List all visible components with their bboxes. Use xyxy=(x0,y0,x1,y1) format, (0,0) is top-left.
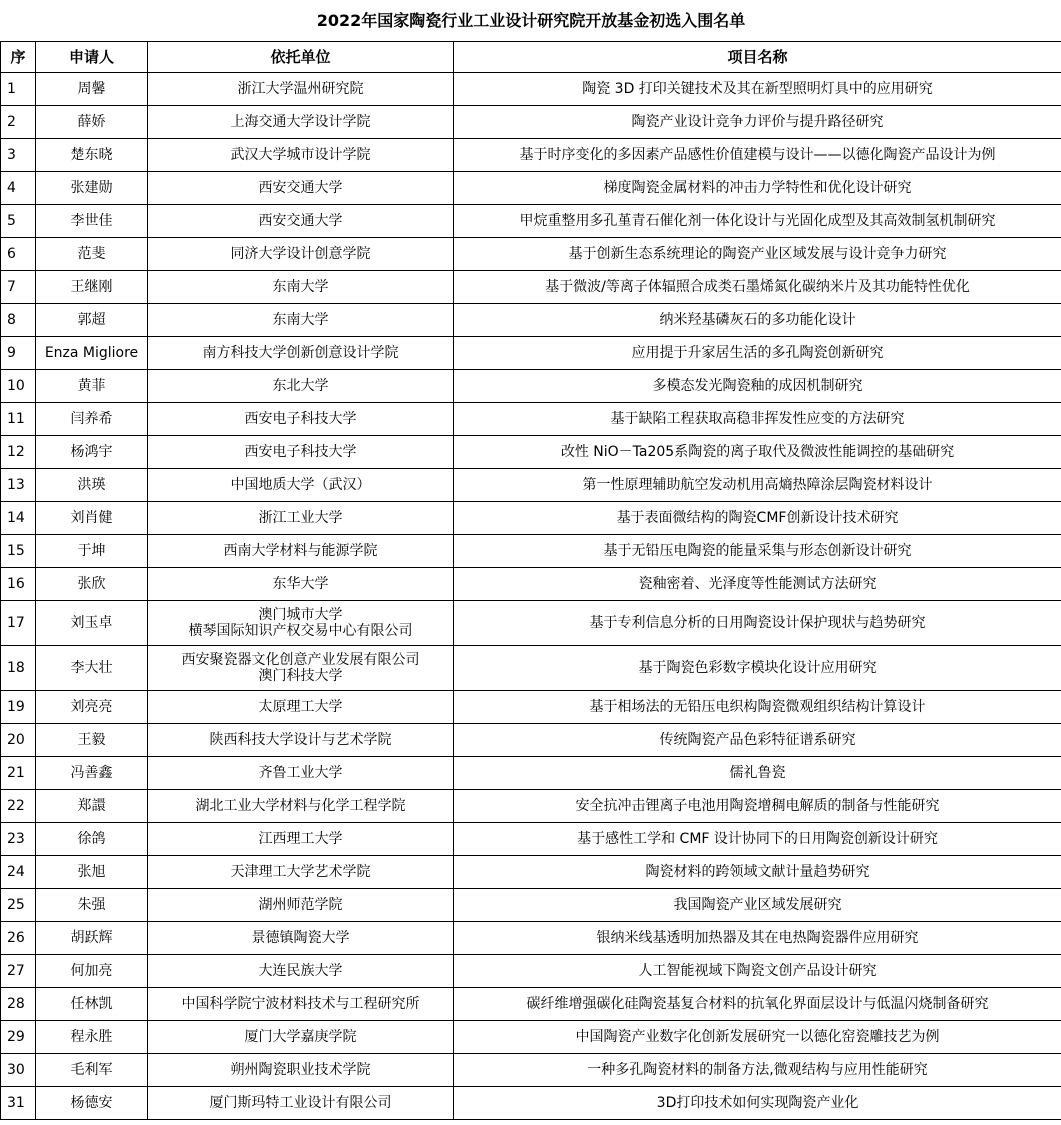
cell-project: 安全抗冲击锂离子电池用陶瓷增稠电解质的制备与性能研究 xyxy=(454,790,1061,823)
title-row xyxy=(1,0,1061,42)
header-no: 序 xyxy=(1,42,36,73)
cell-project: 人工智能视域下陶瓷文创产品设计研究 xyxy=(454,955,1061,988)
cell-no: 16 xyxy=(1,568,36,601)
cell-unit: 陕西科技大学设计与艺术学院 xyxy=(148,724,454,757)
cell-unit: 西安电子科技大学 xyxy=(148,436,454,469)
table-row xyxy=(1,106,1061,139)
cell-unit: 太原理工大学 xyxy=(148,691,454,724)
table-row xyxy=(1,646,1061,691)
cell-no: 24 xyxy=(1,856,36,889)
cell-no: 10 xyxy=(1,370,36,403)
cell-project: 陶瓷 3D 打印关键技术及其在新型照明灯具中的应用研究 xyxy=(454,73,1061,106)
cell-project: 基于无铅压电陶瓷的能量采集与形态创新设计研究 xyxy=(454,535,1061,568)
cell-applicant: 胡跃辉 xyxy=(36,922,148,955)
cell-applicant: 范斐 xyxy=(36,238,148,271)
cell-project: 应用提于升家居生活的多孔陶瓷创新研究 xyxy=(454,337,1061,370)
cell-unit: 东北大学 xyxy=(148,370,454,403)
cell-applicant: 程永胜 xyxy=(36,1021,148,1054)
table-row xyxy=(1,691,1061,724)
cell-unit: 大连民族大学 xyxy=(148,955,454,988)
cell-no: 21 xyxy=(1,757,36,790)
cell-applicant: 周馨 xyxy=(36,73,148,106)
table-row xyxy=(1,856,1061,889)
cell-project: 基于缺陷工程获取高稳非挥发性应变的方法研究 xyxy=(454,403,1061,436)
cell-no: 5 xyxy=(1,205,36,238)
cell-no: 14 xyxy=(1,502,36,535)
cell-no: 31 xyxy=(1,1087,36,1120)
table-row xyxy=(1,823,1061,856)
cell-unit: 湖北工业大学材料与化学工程学院 xyxy=(148,790,454,823)
cell-unit: 东南大学 xyxy=(148,271,454,304)
cell-no: 23 xyxy=(1,823,36,856)
table-row xyxy=(1,568,1061,601)
cell-unit: 南方科技大学创新创意设计学院 xyxy=(148,337,454,370)
cell-applicant: 郭超 xyxy=(36,304,148,337)
cell-no: 27 xyxy=(1,955,36,988)
cell-project: 改性 NiO－Ta205系陶瓷的离子取代及微波性能调控的基础研究 xyxy=(454,436,1061,469)
cell-no: 4 xyxy=(1,172,36,205)
cell-no: 15 xyxy=(1,535,36,568)
table-row xyxy=(1,370,1061,403)
table-row xyxy=(1,139,1061,172)
cell-no: 2 xyxy=(1,106,36,139)
cell-project: 3D打印技术如何实现陶瓷产业化 xyxy=(454,1087,1061,1120)
table-row xyxy=(1,922,1061,955)
cell-applicant: Enza Migliore xyxy=(36,337,148,370)
cell-unit: 东南大学 xyxy=(148,304,454,337)
cell-applicant: 黄菲 xyxy=(36,370,148,403)
cell-no: 17 xyxy=(1,601,36,646)
cell-unit: 中国地质大学（武汉） xyxy=(148,469,454,502)
cell-applicant: 毛利军 xyxy=(36,1054,148,1087)
table-row xyxy=(1,1054,1061,1087)
cell-no: 9 xyxy=(1,337,36,370)
table-row xyxy=(1,172,1061,205)
cell-project: 第一性原理辅助航空发动机用高熵热障涂层陶瓷材料设计 xyxy=(454,469,1061,502)
header-row xyxy=(1,42,1061,73)
cell-applicant: 薛娇 xyxy=(36,106,148,139)
cell-no: 7 xyxy=(1,271,36,304)
unit-line-2: 横琴国际知识产权交易中心有限公司 xyxy=(188,623,413,639)
cell-project: 基于时序变化的多因素产品感性价值建模与设计——以德化陶瓷产品设计为例 xyxy=(454,139,1061,172)
cell-project: 梯度陶瓷金属材料的冲击力学特性和优化设计研究 xyxy=(454,172,1061,205)
cell-applicant: 楚东晓 xyxy=(36,139,148,172)
table-row xyxy=(1,436,1061,469)
cell-unit: 东华大学 xyxy=(148,568,454,601)
cell-applicant: 郑譞 xyxy=(36,790,148,823)
cell-applicant: 何加亮 xyxy=(36,955,148,988)
table-row xyxy=(1,502,1061,535)
table-row xyxy=(1,73,1061,106)
cell-applicant: 王毅 xyxy=(36,724,148,757)
cell-applicant: 王继刚 xyxy=(36,271,148,304)
cell-unit: 景德镇陶瓷大学 xyxy=(148,922,454,955)
table-row xyxy=(1,988,1061,1021)
table-row xyxy=(1,889,1061,922)
table-title: 2022年国家陶瓷行业工业设计研究院开放基金初选入围名单 xyxy=(1,0,1061,42)
cell-project: 陶瓷产业设计竞争力评价与提升路径研究 xyxy=(454,106,1061,139)
cell-project: 基于陶瓷色彩数字模块化设计应用研究 xyxy=(454,646,1061,691)
cell-no: 19 xyxy=(1,691,36,724)
table-row xyxy=(1,724,1061,757)
cell-no: 11 xyxy=(1,403,36,436)
table-row xyxy=(1,757,1061,790)
cell-project: 银纳米线基透明加热器及其在电热陶瓷器件应用研究 xyxy=(454,922,1061,955)
header-project: 项目名称 xyxy=(454,42,1061,73)
cell-project: 传统陶瓷产品色彩特征谱系研究 xyxy=(454,724,1061,757)
cell-no: 12 xyxy=(1,436,36,469)
cell-unit: 西安交通大学 xyxy=(148,172,454,205)
cell-applicant: 徐鸽 xyxy=(36,823,148,856)
cell-unit xyxy=(148,646,454,691)
cell-applicant: 李大壮 xyxy=(36,646,148,691)
cell-applicant: 闫养希 xyxy=(36,403,148,436)
cell-project: 我国陶瓷产业区域发展研究 xyxy=(454,889,1061,922)
cell-project: 基于感性工学和 CMF 设计协同下的日用陶瓷创新设计研究 xyxy=(454,823,1061,856)
cell-no: 18 xyxy=(1,646,36,691)
cell-applicant: 冯善鑫 xyxy=(36,757,148,790)
cell-project: 多模态发光陶瓷釉的成因机制研究 xyxy=(454,370,1061,403)
cell-unit: 西安电子科技大学 xyxy=(148,403,454,436)
cell-unit: 浙江工业大学 xyxy=(148,502,454,535)
cell-applicant: 洪瑛 xyxy=(36,469,148,502)
cell-project: 儒礼鲁瓷 xyxy=(454,757,1061,790)
unit-line-1: 澳门城市大学 xyxy=(258,607,343,623)
cell-applicant: 于坤 xyxy=(36,535,148,568)
cell-applicant: 张旭 xyxy=(36,856,148,889)
table-row xyxy=(1,238,1061,271)
table-row xyxy=(1,205,1061,238)
cell-no: 30 xyxy=(1,1054,36,1087)
cell-unit: 江西理工大学 xyxy=(148,823,454,856)
table-row xyxy=(1,955,1061,988)
table-row xyxy=(1,469,1061,502)
cell-project: 瓷釉密着、光泽度等性能测试方法研究 xyxy=(454,568,1061,601)
cell-unit: 西南大学材料与能源学院 xyxy=(148,535,454,568)
cell-applicant: 张欣 xyxy=(36,568,148,601)
cell-applicant: 刘玉卓 xyxy=(36,601,148,646)
cell-no: 13 xyxy=(1,469,36,502)
cell-unit: 厦门斯玛特工业设计有限公司 xyxy=(148,1087,454,1120)
table-row xyxy=(1,403,1061,436)
cell-applicant: 任林凯 xyxy=(36,988,148,1021)
cell-unit: 朔州陶瓷职业技术学院 xyxy=(148,1054,454,1087)
cell-no: 1 xyxy=(1,73,36,106)
table-row xyxy=(1,535,1061,568)
cell-no: 3 xyxy=(1,139,36,172)
table-row xyxy=(1,304,1061,337)
cell-project: 基于专利信息分析的日用陶瓷设计保护现状与趋势研究 xyxy=(454,601,1061,646)
cell-applicant: 杨德安 xyxy=(36,1087,148,1120)
cell-unit: 西安交通大学 xyxy=(148,205,454,238)
cell-unit: 中国科学院宁波材料技术与工程研究所 xyxy=(148,988,454,1021)
cell-no: 29 xyxy=(1,1021,36,1054)
cell-no: 26 xyxy=(1,922,36,955)
header-applicant: 申请人 xyxy=(36,42,148,73)
cell-project: 中国陶瓷产业数字化创新发展研究一以德化窑瓷雕技艺为例 xyxy=(454,1021,1061,1054)
table-row xyxy=(1,790,1061,823)
unit-line-2: 澳门科技大学 xyxy=(258,668,343,684)
cell-unit: 同济大学设计创意学院 xyxy=(148,238,454,271)
cell-project: 碳纤维增强碳化硅陶瓷基复合材料的抗氧化界面层设计与低温闪烧制备研究 xyxy=(454,988,1061,1021)
cell-unit: 天津理工大学艺术学院 xyxy=(148,856,454,889)
cell-unit: 湖州师范学院 xyxy=(148,889,454,922)
unit-line-1: 西安聚瓷器文化创意产业发展有限公司 xyxy=(181,652,420,668)
cell-no: 25 xyxy=(1,889,36,922)
cell-applicant: 李世佳 xyxy=(36,205,148,238)
cell-applicant: 杨鸿宇 xyxy=(36,436,148,469)
cell-unit xyxy=(148,601,454,646)
cell-applicant: 朱强 xyxy=(36,889,148,922)
cell-unit: 浙江大学温州研究院 xyxy=(148,73,454,106)
table-row xyxy=(1,601,1061,646)
cell-applicant: 刘肖健 xyxy=(36,502,148,535)
cell-applicant: 张建勋 xyxy=(36,172,148,205)
cell-unit: 厦门大学嘉庚学院 xyxy=(148,1021,454,1054)
cell-project: 基于表面微结构的陶瓷CMF创新设计技术研究 xyxy=(454,502,1061,535)
table-body xyxy=(1,73,1061,1120)
table-row xyxy=(1,337,1061,370)
cell-no: 28 xyxy=(1,988,36,1021)
cell-no: 20 xyxy=(1,724,36,757)
cell-project: 基于相场法的无铅压电织构陶瓷微观组织结构计算设计 xyxy=(454,691,1061,724)
cell-unit: 武汉大学城市设计学院 xyxy=(148,139,454,172)
cell-project: 基于创新生态系统理论的陶瓷产业区域发展与设计竞争力研究 xyxy=(454,238,1061,271)
cell-project: 甲烷重整用多孔堇青石催化剂一体化设计与光固化成型及其高效制氢机制研究 xyxy=(454,205,1061,238)
cell-project: 陶瓷材料的跨领域文献计量趋势研究 xyxy=(454,856,1061,889)
cell-unit: 上海交通大学设计学院 xyxy=(148,106,454,139)
cell-no: 8 xyxy=(1,304,36,337)
cell-no: 6 xyxy=(1,238,36,271)
header-unit: 依托单位 xyxy=(148,42,454,73)
cell-applicant: 刘亮亮 xyxy=(36,691,148,724)
table-row xyxy=(1,1087,1061,1120)
table-row xyxy=(1,271,1061,304)
cell-project: 基于微波/等离子体辐照合成类石墨烯氮化碳纳米片及其功能特性优化 xyxy=(454,271,1061,304)
cell-project: 一种多孔陶瓷材料的制备方法,微观结构与应用性能研究 xyxy=(454,1054,1061,1087)
cell-no: 22 xyxy=(1,790,36,823)
cell-project: 纳米羟基磷灰石的多功能化设计 xyxy=(454,304,1061,337)
cell-unit: 齐鲁工业大学 xyxy=(148,757,454,790)
table-row xyxy=(1,1021,1061,1054)
